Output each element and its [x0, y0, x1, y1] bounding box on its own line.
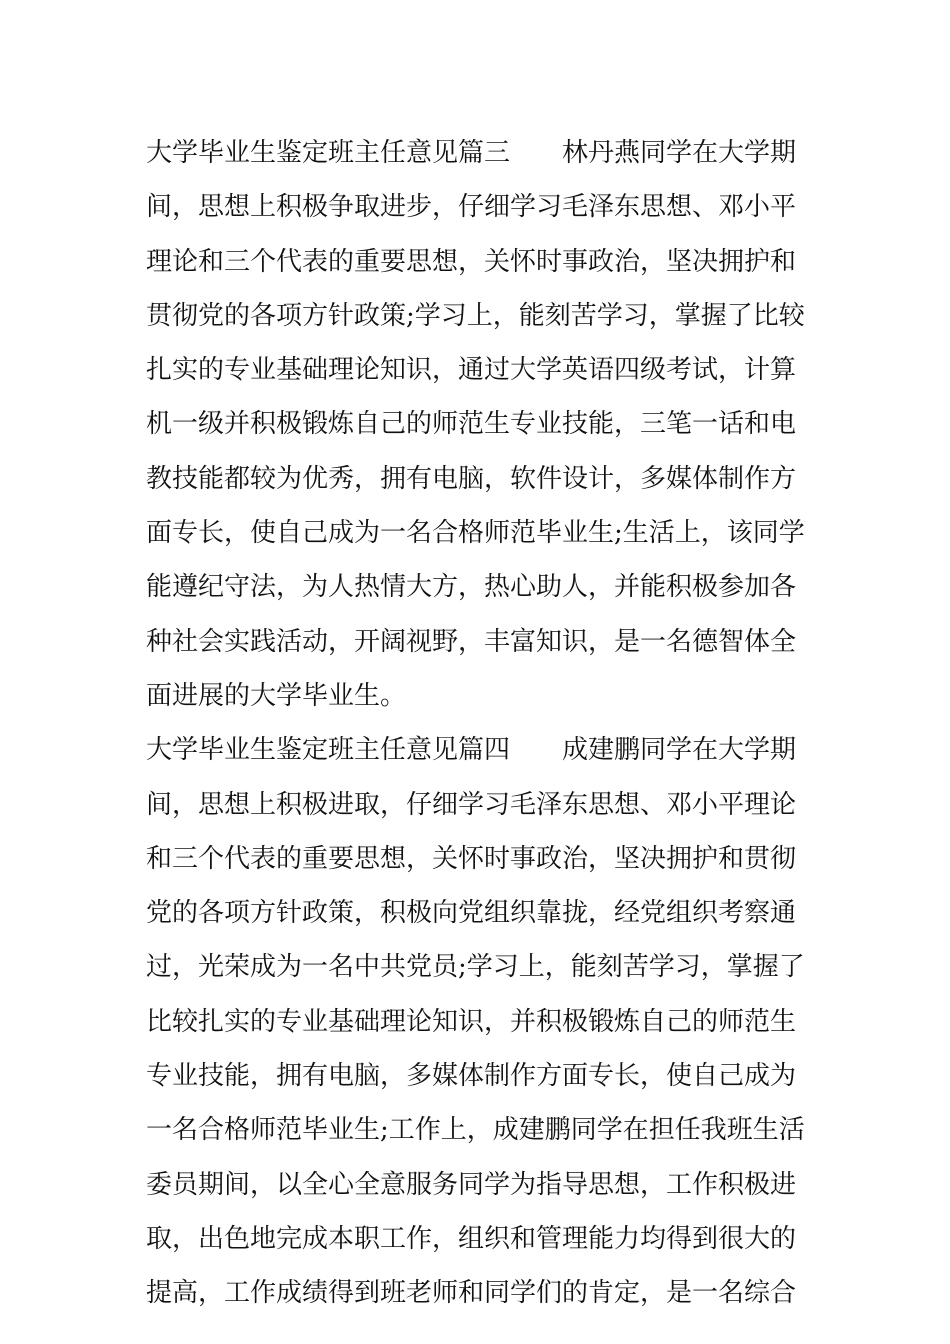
- text-line: 种社会实践活动，开阔视野，丰富知识，是一名德智体全: [146, 626, 797, 657]
- text-line: 专业技能，拥有电脑，多媒体制作方面专长，使自己成为: [146, 1061, 797, 1092]
- text-line: 理论和三个代表的重要思想，关怀时事政治，坚决拥护和: [146, 246, 797, 277]
- section-heading-line: 大学毕业生鉴定班主任意见篇四 成建鹏同学在大学期: [146, 735, 797, 766]
- text-line: 一名合格师范毕业生;工作上，成建鹏同学在担任我班生活: [146, 1115, 805, 1146]
- text-line: 能遵纪守法，为人热情大方，热心助人，并能积极参加各: [146, 572, 797, 603]
- text-line: 面进展的大学毕业生。: [146, 680, 407, 711]
- text-line: 大学毕业生鉴定班主任意见篇三 林丹燕同学在大学期: [146, 138, 797, 168]
- text-line: 贯彻党的各项方针政策;学习上，能刻苦学习，掌握了比较: [146, 300, 805, 331]
- text-line: 提高，工作成绩得到班老师和同学们的肯定，是一名综合: [146, 1278, 797, 1309]
- text-line: 比较扎实的专业基础理论知识，并积极锻炼自己的师范生: [146, 1006, 797, 1037]
- document-body: [146, 126, 816, 1321]
- text-line: 过，光荣成为一名中共党员;学习上，能刻苦学习，掌握了: [146, 952, 805, 983]
- text-line: 和三个代表的重要思想，关怀时事政治，坚决拥护和贯彻: [146, 843, 797, 874]
- text-line: 间，思想上积极进取，仔细学习毛泽东思想、邓小平理论: [146, 789, 797, 820]
- text-line: 机一级并积极锻炼自己的师范生专业技能，三笔一话和电: [146, 409, 797, 440]
- text-line: 间，思想上积极争取进步，仔细学习毛泽东思想、邓小平: [146, 192, 797, 223]
- text-line: 党的各项方针政策，积极向党组织靠拢，经党组织考察通: [146, 898, 797, 929]
- text-line: 教技能都较为优秀，拥有电脑，软件设计，多媒体制作方: [146, 463, 797, 494]
- text-line: 取，出色地完成本职工作，组织和管理能力均得到很大的: [146, 1223, 797, 1254]
- text-line: 委员期间，以全心全意服务同学为指导思想，工作积极进: [146, 1169, 797, 1200]
- text-line: 面专长，使自己成为一名合格师范毕业生;生活上，该同学: [146, 518, 805, 549]
- text-line: 扎实的专业基础理论知识，通过大学英语四级考试，计算: [146, 355, 797, 386]
